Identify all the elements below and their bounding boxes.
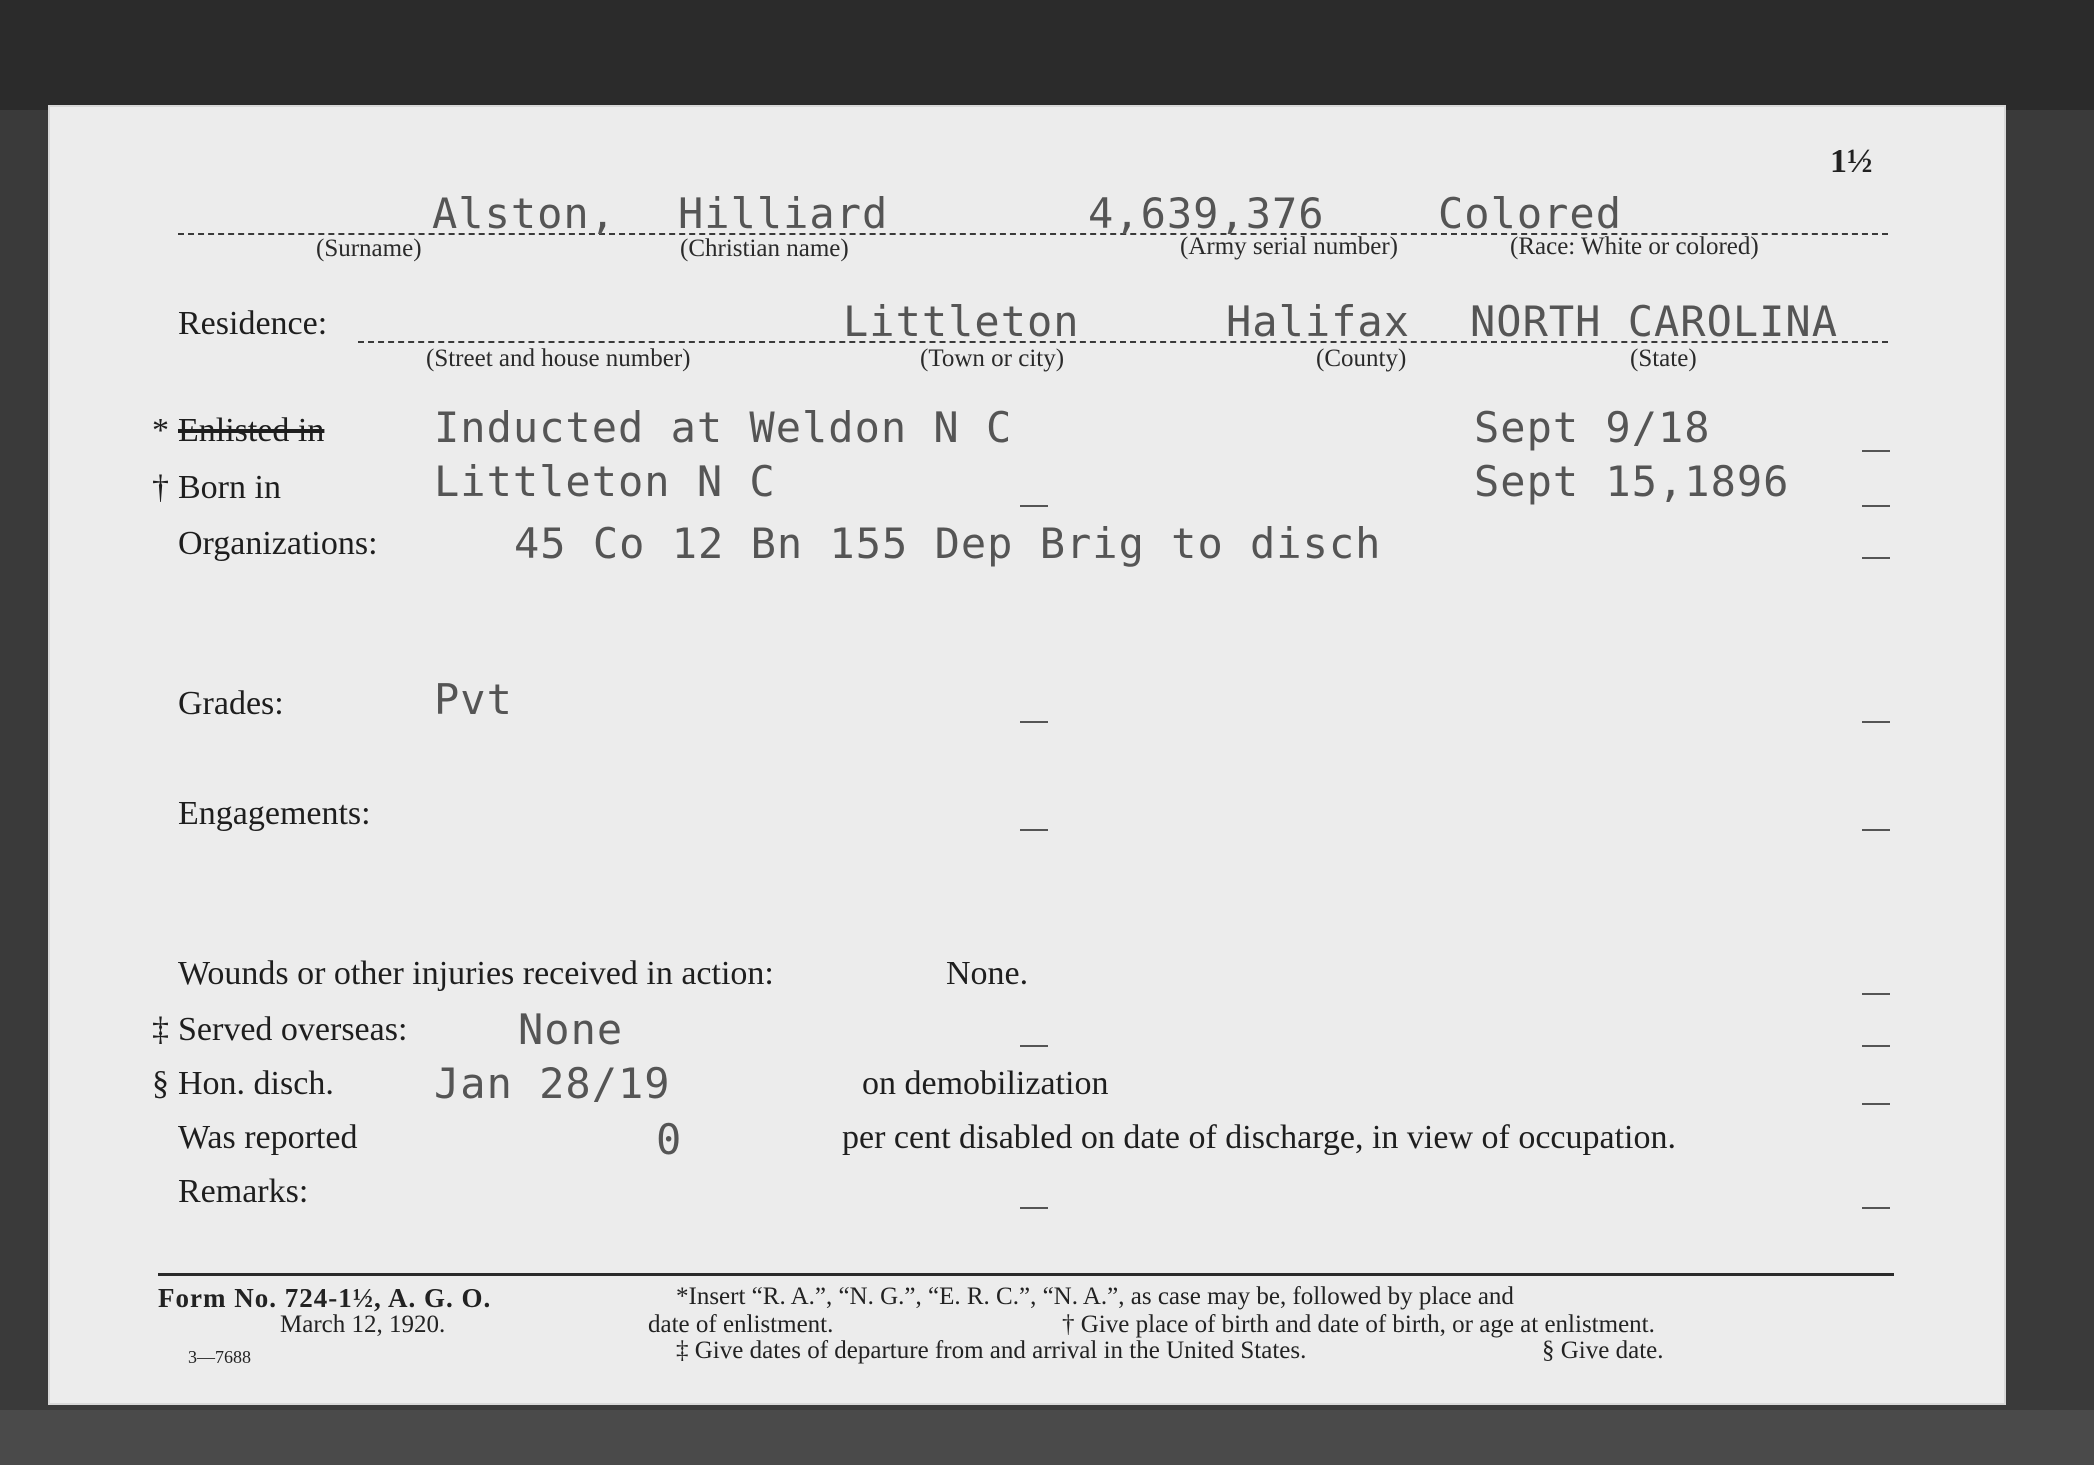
serial-number-value: 4,639,376 [1088,189,1325,238]
scan-background-top [0,0,2094,110]
enlisted-marker: * [152,412,169,449]
grades-value: Pvt [434,675,513,724]
footnote-overseas: ‡ Give dates of departure from and arrival in the United States. [676,1337,1307,1364]
born-date: Sept 15,1896 [1474,457,1790,506]
state-caption: (State) [1630,345,1697,372]
organizations-value: 45 Co 12 Bn 155 Dep Brig to disch [514,519,1382,568]
residence-label: Residence: [178,305,328,342]
enlisted-value: Inducted at Weldon N C [434,403,1013,452]
service-record-card [48,105,2006,1405]
form-date: March 12, 1920. [280,1311,446,1338]
residence-state-value: NORTH CAROLINA [1470,297,1839,346]
discharge-note: on demobilization [862,1065,1109,1102]
overseas-value: None [518,1005,624,1054]
enlisted-date: Sept 9/18 [1474,403,1711,452]
tick-mark [1862,1103,1890,1105]
born-marker: † [152,469,169,506]
born-label: Born in [178,469,281,506]
tick-mark [1862,993,1890,995]
wounds-value: None. [946,955,1029,992]
footer-rule [158,1273,1894,1276]
race-caption: (Race: White or colored) [1510,233,1759,260]
footnote-birth: † Give place of birth and date of birth, or age at enlistment. [1062,1311,1655,1338]
remarks-label: Remarks: [178,1173,309,1210]
discharge-date: Jan 28/19 [434,1059,671,1108]
footnote-insert: *Insert “R. A.”, “N. G.”, “E. R. C.”, “N. A.”, as case may be, followed by place and [676,1283,1514,1310]
street-caption: (Street and house number) [426,345,691,372]
scan-background-bottom [0,1410,2094,1465]
born-value: Littleton N C [434,457,776,506]
organizations-label: Organizations: [178,525,378,562]
tick-mark [1862,450,1890,452]
county-caption: (County) [1316,345,1407,372]
residence-county-value: Halifax [1226,297,1411,346]
grades-label: Grades: [178,685,284,722]
tick-mark [1862,721,1890,723]
wounds-label: Wounds or other injuries received in action: [178,955,774,992]
tick-mark [1862,1045,1890,1047]
tick-mark [1020,1045,1048,1047]
disability-value: 0 [656,1115,683,1164]
tick-mark [1862,505,1890,507]
surname-value: Alston, [432,189,617,238]
engagements-label: Engagements: [178,795,371,832]
footnote-discharge: § Give date. [1542,1337,1664,1364]
christian-name-value: Hilliard [678,189,889,238]
discharge-marker: § [152,1065,169,1102]
enlisted-label: Enlisted in [178,412,325,449]
tick-mark [1020,1207,1048,1209]
town-caption: (Town or city) [920,345,1065,372]
print-code: 3—7688 [188,1347,251,1367]
tick-mark [1020,829,1048,831]
tick-mark [1862,1207,1890,1209]
christian-name-caption: (Christian name) [680,235,849,262]
tick-mark [1862,557,1890,559]
tick-mark [1862,829,1890,831]
form-number: Form No. 724-1½, A. G. O. [158,1283,492,1313]
disability-label: Was reported [178,1119,358,1156]
overseas-label: Served overseas: [178,1011,408,1048]
footnote-enlistment-date: date of enlistment. [648,1311,834,1338]
surname-caption: (Surname) [316,235,422,262]
discharge-label: Hon. disch. [178,1065,334,1102]
tick-mark [1020,721,1048,723]
race-value: Colored [1438,189,1623,238]
serial-number-caption: (Army serial number) [1180,233,1398,260]
residence-town-value: Littleton [843,297,1080,346]
disability-note: per cent disabled on date of discharge, in view of occupation. [842,1119,1676,1156]
overseas-marker: ‡ [152,1011,169,1048]
tick-mark [1020,505,1048,507]
card-number: 1½ [1830,143,1873,180]
